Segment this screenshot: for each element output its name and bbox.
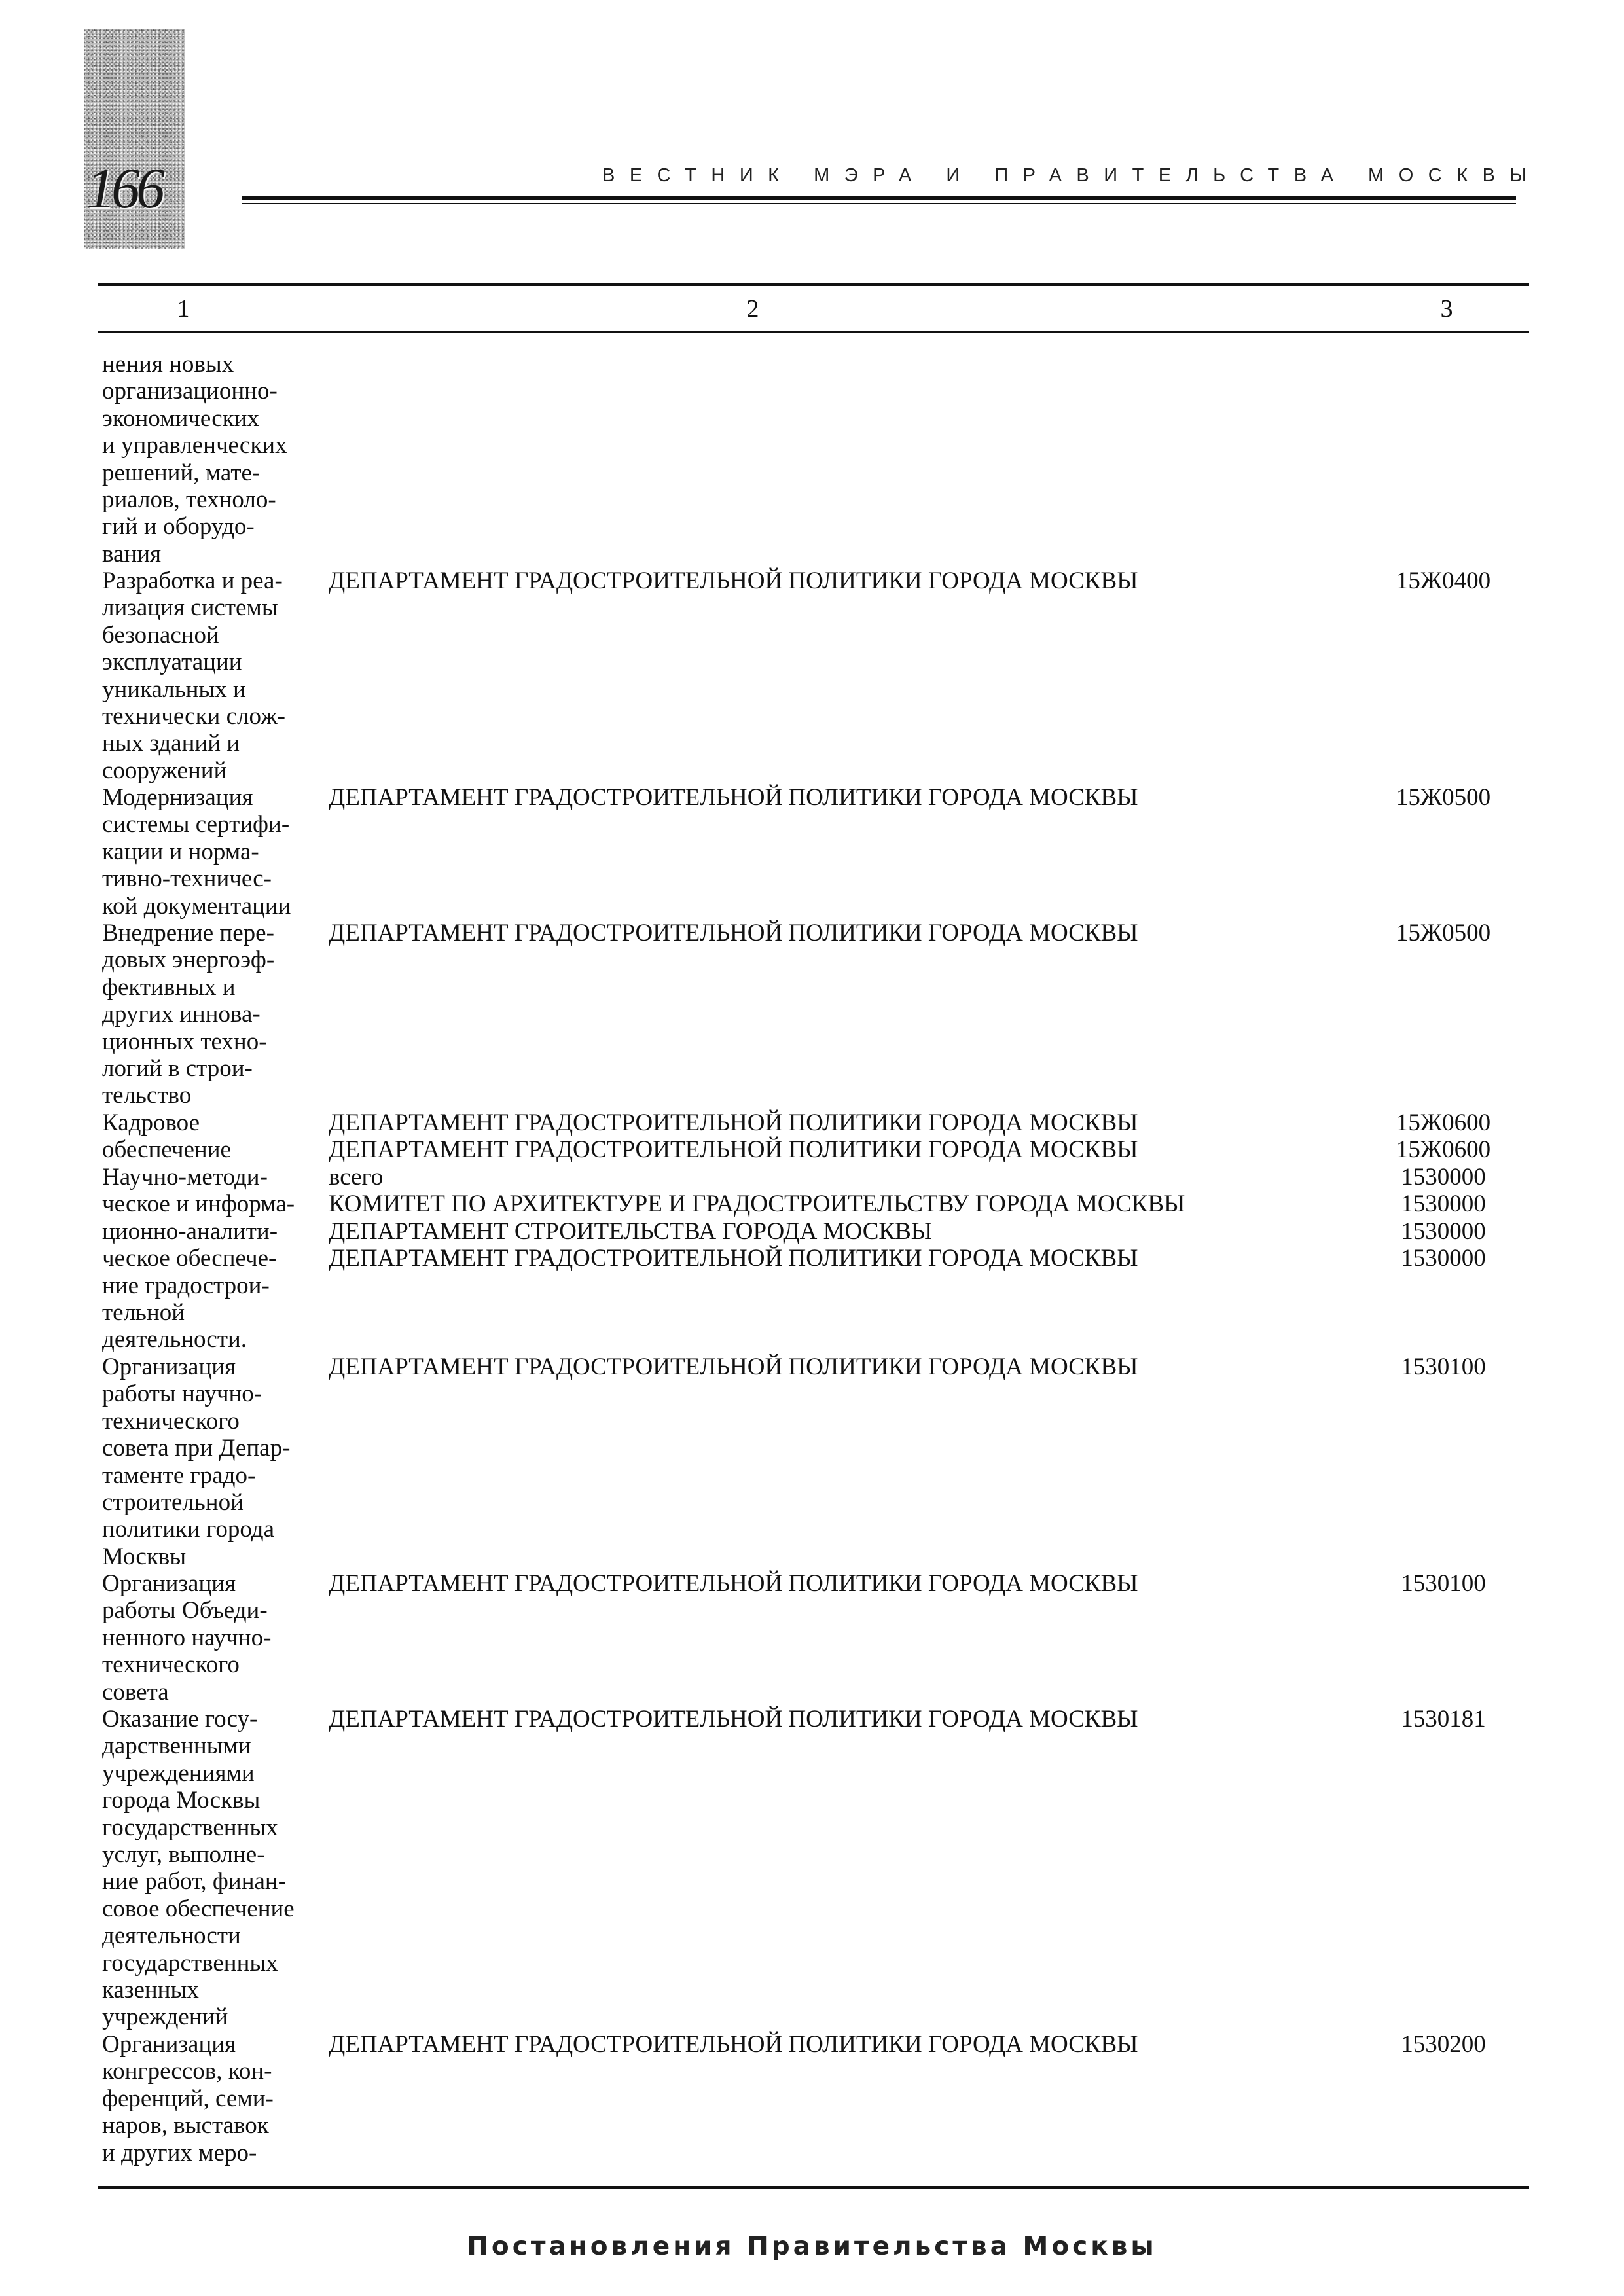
row-department: ДЕПАРТАМЕНТ ГРАДОСТРОИТЕЛЬНОЙ ПОЛИТИКИ ГОРОДА МОСКВЫ (329, 920, 1138, 946)
table-row (0, 784, 1624, 920)
row-code: 15Ж0500 (1396, 920, 1491, 946)
row-department: всего КОМИТЕТ ПО АРХИТЕКТУРЕ И ГРАДОСТРОИТЕЛЬСТВУ ГОРОДА МОСКВЫ ДЕПАРТАМЕНТ СТРОИТЕЛЬСТВА ГОРОДА МОСКВЫ ДЕПАРТАМЕНТ ГРАДОСТРОИТЕЛЬНОЙ ПОЛИТИКИ ГОРОДА МОСКВЫ (329, 1164, 1185, 1272)
header-rule-thin (242, 203, 1516, 204)
row-department: ДЕПАРТАМЕНТ ГРАДОСТРОИТЕЛЬНОЙ ПОЛИТИКИ ГОРОДА МОСКВЫ (329, 1354, 1138, 1380)
row-description: Оказание госу- дарственными учреждениями города Москвы государственных услуг, выполне- ние работ, финан- совое обеспечение деятельности государственных казенных учреждений (102, 1706, 295, 2031)
row-department: ДЕПАРТАМЕНТ ГРАДОСТРОИТЕЛЬНОЙ ПОЛИТИКИ ГОРОДА МОСКВЫ (329, 2031, 1138, 2058)
row-code: 1530000 1530000 1530000 1530000 (1401, 1164, 1486, 1272)
row-department: ДЕПАРТАМЕНТ ГРАДОСТРОИТЕЛЬНОЙ ПОЛИТИКИ ГОРОДА МОСКВЫ ДЕПАРТАМЕНТ ГРАДОСТРОИТЕЛЬНОЙ ПОЛИТИКИ ГОРОДА МОСКВЫ (329, 1109, 1138, 1164)
row-code: 1530181 (1401, 1706, 1486, 1732)
table-row (0, 567, 1624, 784)
journal-title: ВЕСТНИК МЭРА И ПРАВИТЕЛЬСТВА МОСКВЫ (602, 165, 1542, 186)
table-bottom-rule (98, 2186, 1529, 2189)
column-header-2: 2 (746, 295, 759, 323)
table-row (0, 1109, 1624, 1164)
row-description: Разработка и реа- лизация системы безопасной эксплуатации уникальных и технически слож- ных зданий и сооружений (102, 567, 285, 784)
row-code: 15Ж0600 15Ж0600 (1396, 1109, 1491, 1164)
row-department: ДЕПАРТАМЕНТ ГРАДОСТРОИТЕЛЬНОЙ ПОЛИТИКИ ГОРОДА МОСКВЫ (329, 567, 1138, 594)
row-description: Модернизация системы сертифи- кации и норма- тивно-техничес- кой документации (102, 784, 291, 920)
table-body (0, 351, 1624, 2166)
row-code: 1530100 (1401, 1570, 1486, 1597)
column-header-3: 3 (1440, 295, 1453, 323)
page-number: 166 (86, 157, 161, 221)
row-code: 15Ж0400 (1396, 567, 1491, 594)
row-description: Внедрение пере- довых энергоэф- фективных и других иннова- ционных техно- логий в строи- тельство (102, 920, 275, 1109)
table-header-rule (98, 331, 1529, 333)
row-code: 1530100 (1401, 1354, 1486, 1380)
row-department: ДЕПАРТАМЕНТ ГРАДОСТРОИТЕЛЬНОЙ ПОЛИТИКИ ГОРОДА МОСКВЫ (329, 784, 1138, 811)
row-description: Организация конгрессов, кон- ференций, семи- наров, выставок и других меро- (102, 2031, 274, 2166)
column-header-1: 1 (177, 295, 190, 323)
row-description: Кадровое обеспечение (102, 1109, 231, 1164)
row-department: ДЕПАРТАМЕНТ ГРАДОСТРОИТЕЛЬНОЙ ПОЛИТИКИ ГОРОДА МОСКВЫ (329, 1570, 1138, 1597)
header-rule-thick (242, 196, 1516, 200)
row-department: ДЕПАРТАМЕНТ ГРАДОСТРОИТЕЛЬНОЙ ПОЛИТИКИ ГОРОДА МОСКВЫ (329, 1706, 1138, 1732)
table-row (0, 351, 1624, 567)
row-description: нения новых организационно- экономических и управленческих решений, мате- риалов, техноло- гий и оборудо- вания (102, 351, 287, 567)
table-top-rule (98, 283, 1529, 286)
page-footer: Постановления Правительства Москвы (467, 2232, 1157, 2261)
row-code: 1530200 (1401, 2031, 1486, 2058)
row-description: Научно-методи- ческое и информа- ционно-аналити- ческое обеспече- ние градострои- тельной деятельности. (102, 1164, 295, 1354)
table-row (0, 1570, 1624, 1706)
row-code: 15Ж0500 (1396, 784, 1491, 811)
row-description: Организация работы научно- технического совета при Депар- таменте градо- строительной политики города Москвы (102, 1354, 291, 1570)
row-description: Организация работы Объеди- ненного научно- технического совета (102, 1570, 272, 1706)
table-row (0, 2031, 1624, 2166)
table-row (0, 1706, 1624, 2031)
table-row (0, 920, 1624, 1109)
table-row (0, 1354, 1624, 1570)
table-row (0, 1164, 1624, 1354)
